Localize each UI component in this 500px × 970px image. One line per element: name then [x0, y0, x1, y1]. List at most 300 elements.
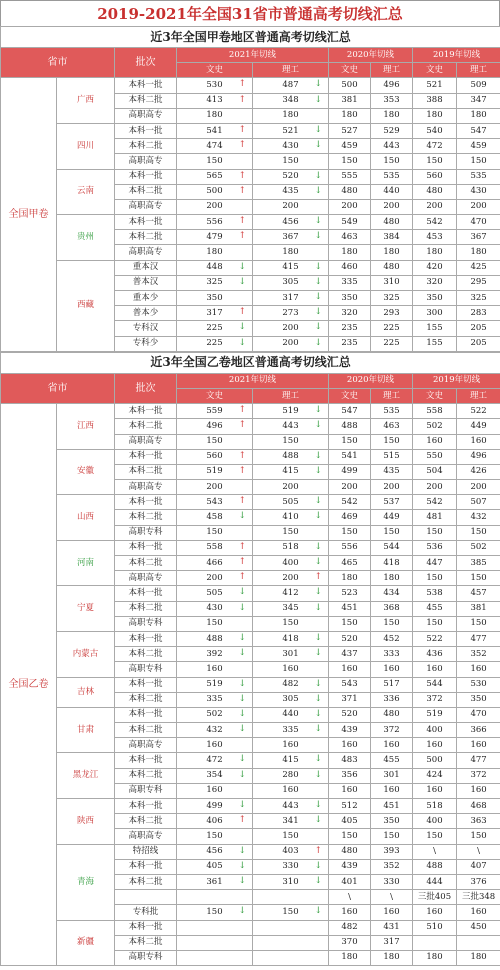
batch-name: 本科一批 — [115, 78, 177, 93]
batch-name: 本科二批 — [115, 230, 177, 245]
arrow-down-icon: ↓ — [238, 860, 246, 871]
score-2019-ligong: 160 — [457, 905, 500, 920]
batch-name: 本科二批 — [115, 692, 177, 707]
score-2020-wenshi: 465 — [329, 556, 371, 571]
arrow-down-icon: ↓ — [314, 496, 322, 507]
score-2019-ligong: 477 — [457, 753, 500, 768]
score-2019-wenshi: 500 — [413, 753, 457, 768]
batch-name: 本科一批 — [115, 215, 177, 230]
score-2021-wenshi: 150 ↓ — [177, 905, 253, 920]
header-wenshi: 文史 — [177, 388, 253, 403]
section-title: 近3年全国甲卷地区普通高考切线汇总 — [1, 27, 500, 48]
arrow-down-icon: ↓ — [314, 465, 322, 476]
score-2021-wenshi: 458 ↓ — [177, 510, 253, 525]
score-2021-ligong: 367 ↓ — [253, 230, 329, 245]
score-2020-ligong: 333 — [371, 647, 413, 662]
score-2019-wenshi: 三批405 — [413, 890, 457, 905]
header-province: 省市 — [1, 373, 115, 403]
table-row — [1, 844, 500, 859]
score-2021-wenshi: 499 ↓ — [177, 799, 253, 814]
score-2021-ligong: 487 ↓ — [253, 78, 329, 93]
score-2020-wenshi: 150 — [329, 434, 371, 449]
score-2021-ligong: 150 — [253, 829, 329, 844]
arrow-down-icon: ↓ — [314, 632, 322, 643]
header-2021: 2021年切线 — [177, 373, 329, 388]
region-name: 安徽 — [57, 449, 115, 495]
score-2021-ligong: 200 ↓ — [253, 336, 329, 351]
score-2020-ligong: 330 — [371, 874, 413, 889]
arrow-up-icon: ↑ — [238, 557, 246, 567]
score-2021-wenshi: 150 — [177, 154, 253, 169]
score-2021-ligong: 520 ↓ — [253, 169, 329, 184]
score-2019-ligong: 367 — [457, 230, 500, 245]
arrow-down-icon: ↓ — [238, 602, 246, 613]
score-2021-ligong: 430 ↓ — [253, 139, 329, 154]
arrow-up-icon: ↑ — [238, 124, 246, 135]
score-2019-ligong: 205 — [457, 336, 500, 351]
score-2020-wenshi: 556 — [329, 540, 371, 555]
arrow-down-icon: ↓ — [314, 140, 322, 151]
arrow-down-icon: ↓ — [314, 231, 322, 242]
score-2021-wenshi: 200 — [177, 199, 253, 214]
score-2019-ligong: 325 — [457, 291, 500, 306]
table-row — [1, 123, 500, 138]
score-2020-wenshi: 150 — [329, 154, 371, 169]
header-wenshi: 文史 — [177, 63, 253, 78]
score-2020-ligong: 517 — [371, 677, 413, 692]
score-2020-ligong: 160 — [371, 783, 413, 798]
score-2019-ligong — [457, 935, 500, 950]
score-2020-ligong: 529 — [371, 123, 413, 138]
region-name: 黑龙江 — [57, 753, 115, 799]
score-2020-ligong: 535 — [371, 404, 413, 419]
score-2019-wenshi: 472 — [413, 139, 457, 154]
score-2021-ligong: 305 ↓ — [253, 692, 329, 707]
table-row — [1, 169, 500, 184]
score-2021-ligong: 443 ↓ — [253, 799, 329, 814]
score-2019-wenshi: 542 — [413, 495, 457, 510]
score-2021-wenshi: 448 ↓ — [177, 260, 253, 275]
score-2021-ligong: 440 ↓ — [253, 707, 329, 722]
score-2019-ligong: 426 — [457, 464, 500, 479]
score-2020-wenshi: 520 — [329, 631, 371, 646]
arrow-down-icon: ↓ — [238, 845, 246, 856]
batch-name: 普本少 — [115, 306, 177, 321]
score-2019-ligong: 535 — [457, 169, 500, 184]
score-2019-wenshi: 160 — [413, 738, 457, 753]
batch-name: 本科一批 — [115, 449, 177, 464]
header-ligong: 理工 — [371, 63, 413, 78]
score-2021-ligong: 160 — [253, 783, 329, 798]
arrow-down-icon: ↓ — [238, 754, 246, 765]
score-2020-ligong: 150 — [371, 616, 413, 631]
score-2020-wenshi: 401 — [329, 874, 371, 889]
score-2019-wenshi: 510 — [413, 920, 457, 935]
score-2021-ligong: 280 ↓ — [253, 768, 329, 783]
score-2021-wenshi: 180 — [177, 245, 253, 260]
score-2020-wenshi: 370 — [329, 935, 371, 950]
score-2020-wenshi: 320 — [329, 306, 371, 321]
score-2021-wenshi: 361 ↓ — [177, 874, 253, 889]
score-2020-wenshi: 543 — [329, 677, 371, 692]
batch-name: 本科一批 — [115, 123, 177, 138]
batch-name: 本科一批 — [115, 540, 177, 555]
batch-name: 高职高专 — [115, 738, 177, 753]
score-2021-ligong: 505 ↓ — [253, 495, 329, 510]
score-2021-ligong: 160 — [253, 738, 329, 753]
score-2021-ligong: 330 ↓ — [253, 859, 329, 874]
batch-name: 本科二批 — [115, 768, 177, 783]
score-2020-ligong: 515 — [371, 449, 413, 464]
arrow-up-icon: ↑ — [238, 541, 246, 552]
score-2020-wenshi: 150 — [329, 829, 371, 844]
score-2019-ligong: 407 — [457, 859, 500, 874]
score-2021-ligong: 150 — [253, 154, 329, 169]
score-2021-wenshi — [177, 890, 253, 905]
score-2021-ligong: 150 ↓ — [253, 905, 329, 920]
score-2019-ligong: 459 — [457, 139, 500, 154]
score-2020-wenshi: 150 — [329, 616, 371, 631]
score-2019-ligong: 502 — [457, 540, 500, 555]
score-2021-ligong — [253, 950, 329, 965]
score-2021-ligong: 180 — [253, 245, 329, 260]
score-2019-ligong: 450 — [457, 920, 500, 935]
score-2021-wenshi: 505 ↓ — [177, 586, 253, 601]
score-2021-wenshi: 317 ↑ — [177, 306, 253, 321]
score-2020-ligong: 180 — [371, 108, 413, 123]
batch-name: 本科二批 — [115, 184, 177, 199]
score-2019-ligong: 200 — [457, 199, 500, 214]
score-2021-wenshi: 180 — [177, 108, 253, 123]
region-name: 吉林 — [57, 677, 115, 707]
score-2021-wenshi: 335 ↓ — [177, 692, 253, 707]
score-2020-wenshi: 451 — [329, 601, 371, 616]
score-2020-wenshi: 512 — [329, 799, 371, 814]
score-2019-wenshi: 160 — [413, 905, 457, 920]
score-2020-ligong: 317 — [371, 935, 413, 950]
table-row — [1, 631, 500, 646]
table-row — [1, 260, 500, 275]
score-2020-wenshi: 527 — [329, 123, 371, 138]
score-2021-wenshi: 502 ↓ — [177, 707, 253, 722]
score-2021-ligong: 180 — [253, 108, 329, 123]
score-2019-wenshi: 155 — [413, 336, 457, 351]
score-2020-ligong: 368 — [371, 601, 413, 616]
score-2019-wenshi: 160 — [413, 783, 457, 798]
batch-name: 本科一批 — [115, 586, 177, 601]
score-2021-wenshi: 565 ↑ — [177, 169, 253, 184]
score-2020-wenshi: 180 — [329, 571, 371, 586]
region-name: 新疆 — [57, 920, 115, 966]
region-name: 山西 — [57, 495, 115, 541]
score-2020-wenshi: 482 — [329, 920, 371, 935]
batch-name: 专科少 — [115, 336, 177, 351]
batch-name: 专科汉 — [115, 321, 177, 336]
score-2019-ligong: 295 — [457, 275, 500, 290]
score-2020-ligong: 150 — [371, 434, 413, 449]
table-row — [1, 404, 500, 419]
score-2021-ligong: 305 ↓ — [253, 275, 329, 290]
score-2020-wenshi: 460 — [329, 260, 371, 275]
table-row — [1, 215, 500, 230]
score-2020-ligong: 496 — [371, 78, 413, 93]
score-2019-ligong: 160 — [457, 434, 500, 449]
score-2020-ligong: 452 — [371, 631, 413, 646]
batch-name: 高职高专 — [115, 480, 177, 495]
score-2021-ligong: 200 ↓ — [253, 321, 329, 336]
score-2019-ligong: 470 — [457, 215, 500, 230]
score-2019-wenshi: 150 — [413, 829, 457, 844]
score-2020-ligong: \ — [371, 890, 413, 905]
score-2019-wenshi: 388 — [413, 93, 457, 108]
table-row — [1, 677, 500, 692]
score-2020-wenshi: 235 — [329, 321, 371, 336]
arrow-down-icon: ↓ — [314, 875, 322, 886]
score-2019-wenshi: 455 — [413, 601, 457, 616]
batch-name: 本科一批 — [115, 707, 177, 722]
header-2020: 2020年切线 — [329, 373, 413, 388]
score-2019-wenshi: 180 — [413, 950, 457, 965]
score-2020-wenshi: \ — [329, 890, 371, 905]
score-2019-ligong: 530 — [457, 677, 500, 692]
header-2019: 2019年切线 — [413, 373, 500, 388]
score-2019-ligong: 425 — [457, 260, 500, 275]
arrow-down-icon: ↓ — [314, 815, 322, 826]
score-2021-ligong: 415 ↓ — [253, 464, 329, 479]
region-name: 河南 — [57, 540, 115, 586]
score-2020-wenshi: 335 — [329, 275, 371, 290]
score-2021-wenshi: 474 ↑ — [177, 139, 253, 154]
score-2020-ligong: 310 — [371, 275, 413, 290]
region-name: 陕西 — [57, 799, 115, 845]
batch-name: 本科一批 — [115, 631, 177, 646]
arrow-down-icon: ↓ — [314, 185, 322, 196]
score-2020-wenshi: 483 — [329, 753, 371, 768]
score-2021-wenshi: 150 — [177, 525, 253, 540]
score-2021-ligong: 418 ↓ — [253, 631, 329, 646]
score-2019-wenshi: 558 — [413, 404, 457, 419]
score-2019-wenshi: 488 — [413, 859, 457, 874]
score-2020-wenshi: 180 — [329, 108, 371, 123]
batch-name: 本科一批 — [115, 495, 177, 510]
score-2021-ligong — [253, 935, 329, 950]
arrow-up-icon: ↑ — [238, 572, 246, 583]
batch-name: 高职高专 — [115, 245, 177, 260]
score-2021-wenshi — [177, 935, 253, 950]
score-2019-ligong: \ — [457, 844, 500, 859]
score-2021-ligong: 341 ↓ — [253, 814, 329, 829]
score-2019-wenshi: 540 — [413, 123, 457, 138]
section-table — [0, 26, 500, 352]
arrow-down-icon: ↓ — [314, 307, 322, 318]
score-2020-wenshi: 356 — [329, 768, 371, 783]
score-2020-wenshi: 488 — [329, 419, 371, 434]
table-row — [1, 540, 500, 555]
header-2021: 2021年切线 — [177, 48, 329, 63]
score-2019-wenshi: 180 — [413, 108, 457, 123]
score-2020-ligong: 150 — [371, 154, 413, 169]
score-2020-ligong: 384 — [371, 230, 413, 245]
score-2019-ligong: 347 — [457, 93, 500, 108]
header-2020: 2020年切线 — [329, 48, 413, 63]
score-2020-ligong: 350 — [371, 814, 413, 829]
batch-name: 本科一批 — [115, 404, 177, 419]
score-2019-wenshi: 350 — [413, 291, 457, 306]
score-2020-wenshi: 459 — [329, 139, 371, 154]
score-2019-wenshi — [413, 935, 457, 950]
score-2020-wenshi: 180 — [329, 950, 371, 965]
score-2020-ligong: 463 — [371, 419, 413, 434]
score-2019-wenshi: 542 — [413, 215, 457, 230]
arrow-up-icon: ↑ — [238, 465, 246, 476]
arrow-down-icon: ↓ — [238, 678, 246, 689]
score-2021-ligong: 200 — [253, 199, 329, 214]
score-2020-ligong: 449 — [371, 510, 413, 525]
score-2019-wenshi: 538 — [413, 586, 457, 601]
arrow-down-icon: ↓ — [314, 754, 322, 765]
score-2019-ligong: 363 — [457, 814, 500, 829]
score-2021-ligong: 488 ↓ — [253, 449, 329, 464]
arrow-up-icon: ↑ — [238, 450, 246, 461]
batch-name: 本科二批 — [115, 93, 177, 108]
score-2021-wenshi: 150 — [177, 434, 253, 449]
score-2020-wenshi: 523 — [329, 586, 371, 601]
header-ligong: 理工 — [253, 388, 329, 403]
score-2021-ligong — [253, 890, 329, 905]
header-ligong: 理工 — [457, 388, 500, 403]
score-2019-ligong: 432 — [457, 510, 500, 525]
score-2020-ligong: 150 — [371, 525, 413, 540]
arrow-down-icon: ↓ — [314, 94, 322, 105]
score-2021-wenshi: 150 — [177, 829, 253, 844]
region-name: 青海 — [57, 844, 115, 920]
score-2021-ligong: 443 ↓ — [253, 419, 329, 434]
score-2020-ligong: 393 — [371, 844, 413, 859]
arrow-down-icon: ↓ — [314, 557, 322, 567]
score-2021-wenshi: 350 — [177, 291, 253, 306]
score-2020-ligong: 480 — [371, 260, 413, 275]
batch-name: 高职高专 — [115, 571, 177, 586]
arrow-up-icon: ↑ — [238, 420, 246, 431]
arrow-down-icon: ↓ — [238, 769, 246, 780]
region-name: 甘肃 — [57, 707, 115, 753]
score-2020-wenshi: 520 — [329, 707, 371, 722]
score-2020-wenshi: 542 — [329, 495, 371, 510]
batch-name: 高职高专 — [115, 434, 177, 449]
score-2019-wenshi: 504 — [413, 464, 457, 479]
score-2020-wenshi: 150 — [329, 525, 371, 540]
batch-name: 重本汉 — [115, 260, 177, 275]
table-row — [1, 753, 500, 768]
score-2020-ligong: 440 — [371, 184, 413, 199]
score-2020-ligong: 480 — [371, 707, 413, 722]
batch-name — [115, 890, 177, 905]
score-2019-ligong: 507 — [457, 495, 500, 510]
arrow-down-icon: ↓ — [314, 322, 322, 333]
arrow-down-icon: ↓ — [314, 450, 322, 461]
batch-name: 本科二批 — [115, 139, 177, 154]
score-2020-wenshi: 547 — [329, 404, 371, 419]
score-2019-wenshi: 180 — [413, 245, 457, 260]
score-2019-wenshi: 400 — [413, 814, 457, 829]
arrow-down-icon: ↓ — [238, 261, 246, 272]
batch-name: 本科二批 — [115, 935, 177, 950]
score-2020-ligong: 372 — [371, 723, 413, 738]
batch-name: 高职高专 — [115, 199, 177, 214]
score-2021-wenshi: 430 ↓ — [177, 601, 253, 616]
score-2019-wenshi: 424 — [413, 768, 457, 783]
score-2020-ligong: 225 — [371, 336, 413, 351]
section-table — [0, 352, 500, 966]
score-2020-ligong: 443 — [371, 139, 413, 154]
arrow-up-icon: ↑ — [238, 231, 246, 242]
score-2021-ligong: 415 ↓ — [253, 260, 329, 275]
score-2019-wenshi: 536 — [413, 540, 457, 555]
score-2021-wenshi: 558 ↑ — [177, 540, 253, 555]
table-row — [1, 920, 500, 935]
score-2019-ligong: 180 — [457, 950, 500, 965]
score-2020-wenshi: 160 — [329, 738, 371, 753]
arrow-up-icon: ↑ — [238, 79, 246, 90]
score-2019-ligong: 477 — [457, 631, 500, 646]
score-2020-ligong: 200 — [371, 480, 413, 495]
batch-name: 本科一批 — [115, 920, 177, 935]
score-2019-ligong: 547 — [457, 123, 500, 138]
score-2020-wenshi: 463 — [329, 230, 371, 245]
score-2019-ligong: 385 — [457, 556, 500, 571]
arrow-down-icon: ↓ — [314, 170, 322, 181]
score-2020-ligong: 200 — [371, 199, 413, 214]
arrow-down-icon: ↓ — [314, 724, 322, 735]
header-wenshi: 文史 — [413, 388, 457, 403]
score-2021-wenshi: 466 ↑ — [177, 556, 253, 571]
score-2019-ligong: 372 — [457, 768, 500, 783]
score-2021-wenshi: 160 — [177, 783, 253, 798]
score-2021-ligong: 435 ↓ — [253, 184, 329, 199]
score-2020-wenshi: 439 — [329, 723, 371, 738]
score-2019-ligong: 200 — [457, 480, 500, 495]
batch-name: 高职高专 — [115, 108, 177, 123]
score-2019-ligong: 160 — [457, 662, 500, 677]
score-2021-wenshi: 556 ↑ — [177, 215, 253, 230]
batch-name: 本科一批 — [115, 677, 177, 692]
header-batch: 批次 — [115, 373, 177, 403]
table-row — [1, 799, 500, 814]
header-2019: 2019年切线 — [413, 48, 500, 63]
table-row — [1, 586, 500, 601]
score-2019-wenshi: 544 — [413, 677, 457, 692]
arrow-down-icon: ↓ — [238, 708, 246, 719]
score-2020-wenshi: 200 — [329, 480, 371, 495]
exam-paper-label: 全国甲卷 — [1, 78, 57, 351]
score-2021-wenshi: 541 ↑ — [177, 123, 253, 138]
score-2019-wenshi: 200 — [413, 480, 457, 495]
score-2021-ligong: 518 ↓ — [253, 540, 329, 555]
score-2021-wenshi: 413 ↑ — [177, 93, 253, 108]
arrow-up-icon: ↑ — [238, 307, 246, 318]
arrow-down-icon: ↓ — [314, 511, 322, 522]
arrow-down-icon: ↓ — [238, 322, 246, 333]
batch-name: 高职高专 — [115, 829, 177, 844]
arrow-up-icon: ↑ — [238, 140, 246, 151]
score-2021-wenshi: 150 — [177, 616, 253, 631]
score-2021-ligong: 348 ↓ — [253, 93, 329, 108]
score-2020-wenshi: 500 — [329, 78, 371, 93]
arrow-down-icon: ↓ — [314, 216, 322, 227]
header-ligong: 理工 — [457, 63, 500, 78]
score-2020-ligong: 431 — [371, 920, 413, 935]
score-2021-wenshi: 559 ↑ — [177, 404, 253, 419]
